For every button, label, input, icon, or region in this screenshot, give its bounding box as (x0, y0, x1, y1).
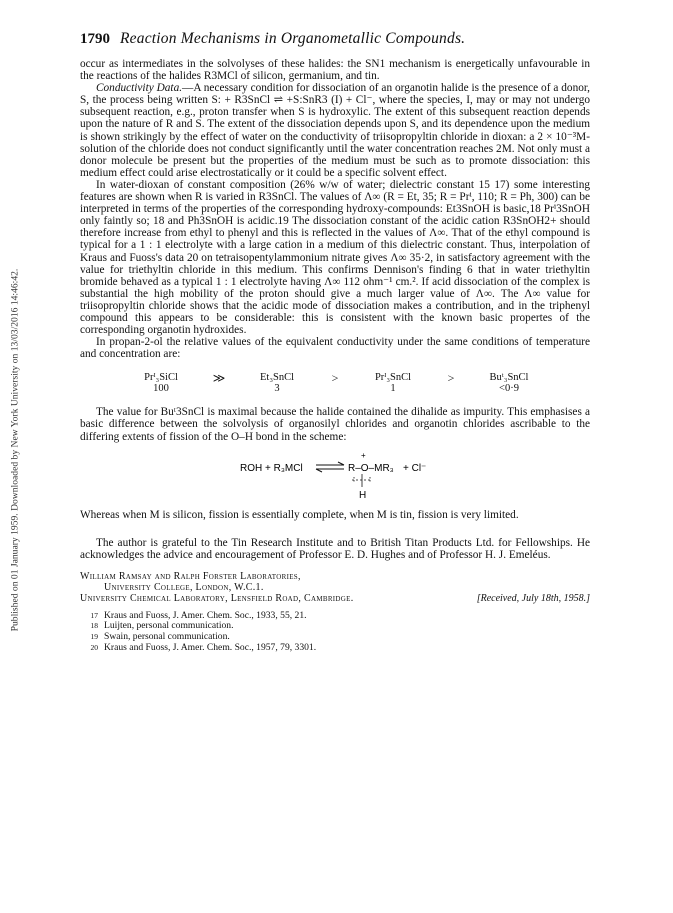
conductivity-series (80, 372, 590, 394)
section-heading: Conductivity Data. (96, 82, 183, 95)
reaction-hydrogen: H (359, 489, 367, 501)
reference-text: Luijten, personal communication. (104, 620, 234, 632)
reference-number: 20 (90, 642, 98, 652)
compound-2 (242, 372, 312, 394)
address-line-3 (80, 593, 590, 604)
compound-3-value: 1 (390, 383, 396, 395)
reference-text: Kraus and Fuoss, J. Amer. Chem. Soc., 1933, 55, 21. (104, 609, 307, 621)
compound-1-formula: Prᴵ₃SiCl (144, 372, 178, 384)
operator-2: > (331, 371, 339, 386)
reference-item (80, 643, 590, 654)
equilibrium-arrow (316, 462, 344, 472)
compound-3 (358, 372, 428, 394)
page-number: 1790 (80, 31, 110, 47)
download-notice-text: Published on 01 January 1959. Downloaded by New York University on 13/03/2016 14:46:42. (9, 268, 21, 632)
reference-text: Swain, personal communication. (104, 631, 230, 643)
paragraph-2 (80, 82, 590, 179)
compound-4-formula: Buᵗ₃SnCl (489, 372, 529, 384)
page-header (80, 30, 590, 52)
body-text (80, 58, 590, 521)
reference-number: 18 (90, 621, 98, 631)
address-line-1: William Ramsay and Ralph Forster Laboratories, (80, 570, 301, 582)
paragraph-5: The value for Buᵗ3SnCl is maximal because the halide contained the dihalide as impurity. This emphasises a basic difference between the solvolysis of organosilyl chlorides and organotin chlorides ascribable to the differing extents of fission of the O–H bond in the scheme: (80, 406, 590, 443)
compound-4 (474, 372, 544, 394)
compound-3-formula: Prᴵ₃SnCl (374, 372, 412, 384)
paragraph-4: In propan-2-ol the relative values of the equivalent conductivity under the same conditions of temperature and concentration are: (80, 336, 590, 361)
reaction-scheme-svg (80, 447, 590, 503)
address-line-2: University College, London, W.C.1. (104, 582, 264, 594)
download-notice (8, 140, 22, 760)
references (80, 611, 590, 654)
running-title: Reaction Mechanisms in Organometallic Compounds. (120, 30, 466, 47)
paragraph-6: Whereas when M is silicon, fission is essentially complete, when M is tin, fission is very limited. (80, 508, 519, 521)
acknowledgement: The author is grateful to the Tin Research Institute and to British Titan Products Ltd. for Fellowships. He acknowledges the advice and encouragement of Professor E. D. Hughes and of Professor H. J. Emeléus. (80, 536, 590, 561)
address-line-3-text: University Chemical Laboratory, Lensfield Road, Cambridge. (80, 593, 354, 605)
reaction-chloride: + Cl⁻ (403, 462, 427, 474)
operator-3: > (447, 371, 455, 386)
paragraph-2-text: —A necessary condition for dissociation of an organotin halide is the presence of a donor, S, the process being written S: + R3SnCl ⇌ +S:SnR3 (I) + Cl⁻, where the species, I, may or may not undergo subsequent reaction, e.g., proton transfer when S is hydroxylic. The extent of this subsequent reaction depends upon the nature of R and S. The extent of the dissociation depends upon S, and its dependence upon the medium is shown strikingly by the effect of water on the conductivity of triisopropyltin chloride in dioxan: a 2 × 10⁻³M-solution of the chloride does not conduct significantly until the water concentration reaches 2M. Not only must a donor molecule be present but the properties of the medium must be such as to promote dissociation: this medium effect could arise electrostatically or it could be a specific solvent effect. (80, 82, 590, 179)
compound-2-value: 3 (274, 383, 280, 395)
compound-1 (126, 372, 196, 394)
reaction-scheme (80, 447, 590, 503)
paragraph-1: occur as intermediates in the solvolyses of these halides: the SN1 mechanism is energetically unfavourable in the reactions of the halides R3MCl of silicon, germanium, and tin. (80, 58, 590, 83)
reference-number: 19 (90, 632, 98, 642)
positive-charge: + (361, 450, 366, 460)
received-date: [Received, July 18th, 1958.] (476, 593, 590, 605)
reaction-product: R–O–MR₃ (348, 462, 394, 474)
compound-2-formula: Et₃SnCl (259, 372, 294, 384)
compound-4-value: <0·9 (499, 383, 519, 395)
paragraph-3: In water-dioxan of constant composition (26% w/w of water; dielectric constant 15 17) some interesting features are shown when R is varied in R3SnCl. The values of Λ∞ (R = Et, 35; R = Prⁱ, 110; R = Ph, 300) can be interpreted in terms of the properties of the corresponding hydroxy-compounds: Et3SnOH is basic,18 Prⁱ3SnOH only faintly so; 18 and Ph3SnOH is acidic.19 The dissociation constant of the acidic cation R3SnOH2+ should therefore increase from ethyl to phenyl and this is reflected in the values of Λ∞. That of the ethyl compound is typical for a 1 : 1 electrolyte with a large cation in a medium of this dielectric constant. Thus, interpolation of Kraus and Fuoss's data 20 on tetraisopentylammonium nitrate gives Λ∞ 35·2, in satisfactory agreement with the value for triethyltin chloride in this medium. This confirms Dennison's finding 6 that in water triethyltin bromide behaved as a typical 1 : 1 electrolyte having Λ∞ 112 ohm⁻¹ cm.². If acid dissociation of the complex is substantial the high mobility of the proton should give a much larger value of Λ∞. The Λ∞ value for triisopropyltin chloride shows that the acidic mode of dissociation makes a contribution, and in the triphenyl compound this appears to be considerable: this is consistent with the known basic propertes of the corresponding organotin hydroxides. (80, 178, 590, 337)
bond-fission-mark (352, 474, 372, 487)
reference-number: 17 (90, 610, 98, 620)
operator-1: ≫ (212, 371, 226, 386)
reference-text: Kraus and Fuoss, J. Amer. Chem. Soc., 1957, 79, 3301. (104, 641, 317, 653)
reaction-left: ROH + R₃MCl (240, 462, 303, 474)
page (80, 30, 590, 654)
compound-1-value: 100 (153, 383, 169, 395)
author-addresses (80, 571, 590, 605)
